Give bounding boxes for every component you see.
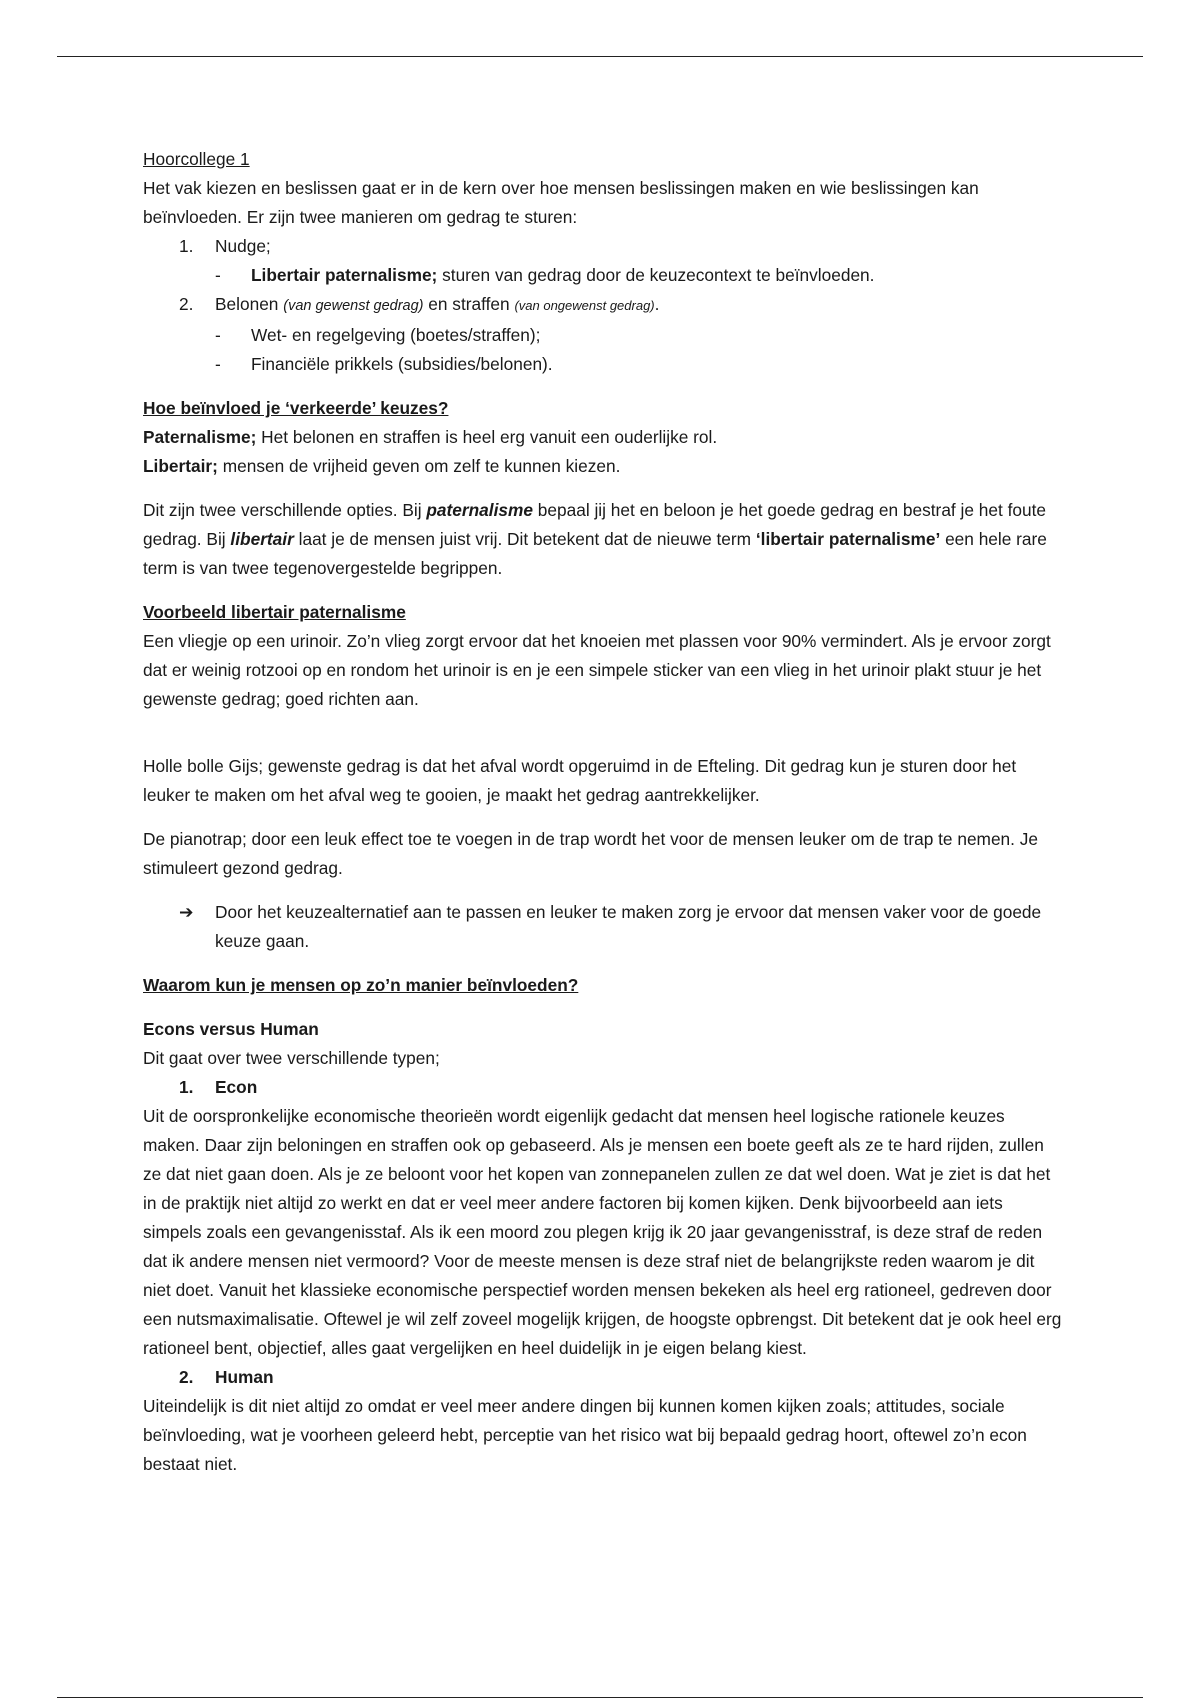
paragraph-two-types: Dit gaat over twee verschillende typen;	[143, 1048, 440, 1068]
list-item-nudge: 1. Nudge;	[179, 236, 271, 256]
paragraph-two-options: Dit zijn twee verschillende opties. Bij paternalisme bepaal jij het en beloon je het goede gedrag en bestraf je het foute gedrag. Bij libertair laat je de mensen juist vrij. Dit betekent dat de nieuwe term ‘libertair paternalisme’ een hele rare term is van twee tegenovergestelde begrippen.	[143, 500, 1047, 578]
definition-paternalisme: Paternalisme; Het belonen en straffen is heel erg vanuit een ouderlijke rol.	[143, 427, 718, 447]
document-body	[143, 145, 1063, 1479]
paragraph-pianotrap: De pianotrap; door een leuk effect toe te voegen in de trap wordt het voor de mensen leuker om de trap te nemen. Je stimuleert gezond gedrag.	[143, 829, 1039, 878]
sub-item-financiele-prikkels: - Financiële prikkels (subsidies/belonen).	[215, 354, 553, 374]
intro-paragraph: Het vak kiezen en beslissen gaat er in de kern over hoe mensen beslissingen maken en wie beslissingen kan beïnvloeden. Er zijn twee manieren om gedrag te sturen:	[143, 178, 979, 227]
sub-item-wetgeving: - Wet- en regelgeving (boetes/straffen);	[215, 325, 541, 345]
paragraph-human: Uiteindelijk is dit niet altijd zo omdat er veel meer andere dingen bij kunnen komen kijken zoals; attitudes, sociale beïnvloeding, wat je voorheen geleerd hebt, perceptie van het risico wat bij bepaald gedrag hoort, oftewel zo’n econ bestaat niet.	[143, 1396, 1027, 1474]
list-item-belonen-straffen: 2. Belonen (van gewenst gedrag) en straffen (van ongewenst gedrag).	[179, 294, 660, 314]
section-heading-waarom: Waarom kun je mensen op zo’n manier beïnvloeden?	[143, 975, 579, 995]
page-bottom-rule	[57, 1697, 1143, 1698]
section-heading-verkeerde-keuzes: Hoe beïnvloed je ‘verkeerde’ keuzes?	[143, 398, 449, 418]
sub-item-libertair-paternalisme: - Libertair paternalisme; sturen van gedrag door de keuzecontext te beïnvloeden.	[215, 265, 875, 285]
paragraph-econ: Uit de oorspronkelijke economische theorieën wordt eigenlijk gedacht dat mensen heel logische rationele keuzes maken. Daar zijn beloningen en straffen ook op gebaseerd. Als je mensen een boete geeft als ze te hard rijden, zullen ze dat niet gaan doen. Als je ze beloont voor het kopen van zonnepanelen zullen ze dat wel doen. Wat je ziet is dat het in de praktijk niet altijd zo werkt en dat er veel meer andere factoren bij komen kijken. Denk bijvoorbeeld aan iets simpels zoals een gevangenisstaf. Als ik een moord zou plegen krijg ik 20 jaar gevangenisstraf, is deze straf de reden dat ik andere mensen niet vermoord? Voor de meeste mensen is deze straf niet de belangrijkste reden waarom je dit niet doet. Vanuit het klassieke economische perspectief worden mensen bekeken als heel erg rationeel, gedreven door een nutsmaximalisatie. Oftewel je wil zelf zoveel mogelijk krijgen, de hoogste opbrengst. Dit betekent dat je ook heel erg rationeel bent, objectief, alles gaat vergelijken en heel duidelijk in je eigen belang kiest.	[143, 1106, 1062, 1358]
definition-libertair: Libertair; mensen de vrijheid geven om zelf te kunnen kiezen.	[143, 456, 621, 476]
lecture-title: Hoorcollege 1	[143, 149, 250, 169]
section-heading-voorbeeld: Voorbeeld libertair paternalisme	[143, 602, 406, 622]
arrow-conclusion: ➔ Door het keuzealternatief aan te passen en leuker te maken zorg je ervoor dat mensen vaker voor de goede keuze gaan.	[143, 898, 1063, 956]
paragraph-holle-bolle-gijs: Holle bolle Gijs; gewenste gedrag is dat het afval wordt opgeruimd in de Efteling. Dit gedrag kun je sturen door het leuker te maken om het afval weg te gooien, je maakt het gedrag aantrekkelijker.	[143, 756, 1017, 805]
page-top-rule	[57, 56, 1143, 57]
list-item-human: 2. Human	[179, 1367, 274, 1387]
list-item-econ: 1. Econ	[179, 1077, 258, 1097]
paragraph-vliegje: Een vliegje op een urinoir. Zo’n vlieg zorgt ervoor dat het knoeien met plassen voor 90% vermindert. Als je ervoor zorgt dat er weinig rotzooi op en rondom het urinoir is en je een simpele sticker van een vlieg in het urinoir plakt stuur je het gewenste gedrag; goed richten aan.	[143, 631, 1051, 709]
arrow-right-icon: ➔	[179, 902, 194, 922]
subheading-econs-human: Econs versus Human	[143, 1019, 319, 1039]
